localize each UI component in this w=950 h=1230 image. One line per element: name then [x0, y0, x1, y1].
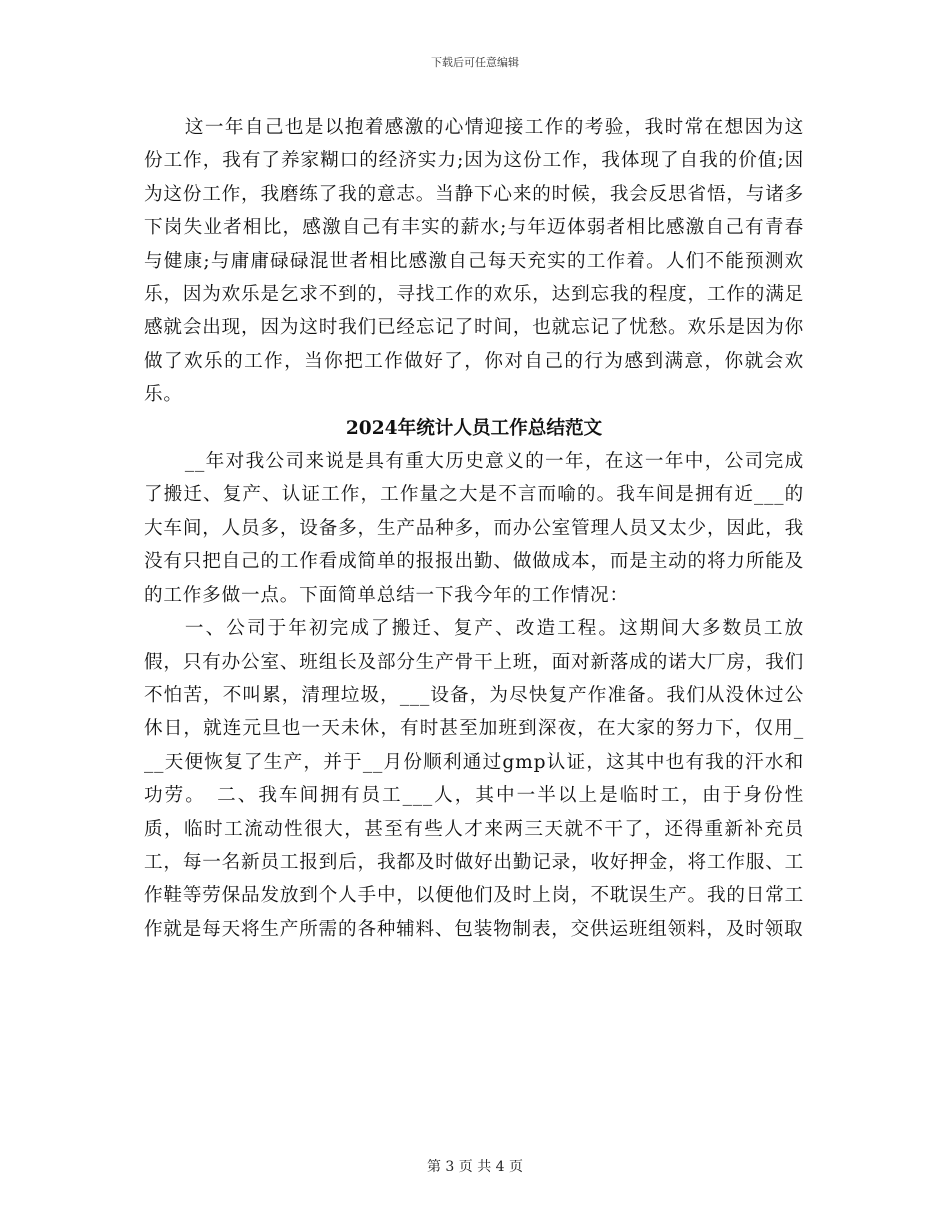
paragraph-1: __年对我公司来说是具有重大历史意义的一年，在这一年中，公司完成了搬迁、复产、认证工作，工作量之大是不言而喻的。我车间是拥有近___的大车间，人员多，设备多，生产品种多，而办公室管理人员又太少，因此，我没有只把自己的工作看成简单的报报出勤、做做成本，而是主动的将力所能及的工作多做一点。下面简单总结一下我今年的工作情况： [144, 451, 804, 606]
page-footer: 第 3 页 共 4 页 [426, 1159, 524, 1175]
page-header: 下载后可任意编辑 [431, 56, 519, 69]
paragraph-intro: 这一年自己也是以抱着感激的心情迎接工作的考验，我时常在想因为这份工作，我有了养家糊口的经济实力;因为这份工作，我体现了自我的价值;因为这份工作，我磨练了我的意志。当静下心来的时候，我会反思省悟，与诸多下岗失业者相比，感激自己有丰实的薪水;与年迈体弱者相比感激自己有青春与健康;与庸庸碌碌混世者相比感激自己每天充实的工作着。人们不能预测欢乐，因为欢乐是乞求不到的，寻找工作的欢乐，达到忘我的程度，工作的满足感就会出现，因为这时我们已经忘记了时间，也就忘记了忧愁。欢乐是因为你做了欢乐的工作，当你把工作做好了，你对自己的行为感到满意，你就会欢乐。 [144, 117, 804, 406]
paragraph-2: 一、公司于年初完成了搬迁、复产、改造工程。这期间大多数员工放假，只有办公室、班组长及部分生产骨干上班，面对新落成的诺大厂房，我们不怕苦，不叫累，清理垃圾，___设备，为尽快复产作准备。我们从没休过公休日，就连元旦也一天未休，有时甚至加班到深夜，在大家的努力下，仅用___天便恢复了生产，并于__月份顺利通过gmp认证，这其中也有我的汗水和功劳。 二、我车间拥有员工___人，其中一半以上是临时工，由于身份性质，临时工流动性很大，甚至有些人才来两三天就不干了，还得重新补充员工，每一名新员工报到后，我都及时做好出勤记录，收好押金，将工作服、工作鞋等劳保品发放到个人手中，以便他们及时上岗，不耽误生产。我的日常工作就是每天将生产所需的各种辅料、包装物制表，交供运班组领料，及时领取 [144, 618, 804, 940]
document-title: 2024年统计人员工作总结范文 [345, 417, 603, 439]
document-body [144, 111, 804, 946]
